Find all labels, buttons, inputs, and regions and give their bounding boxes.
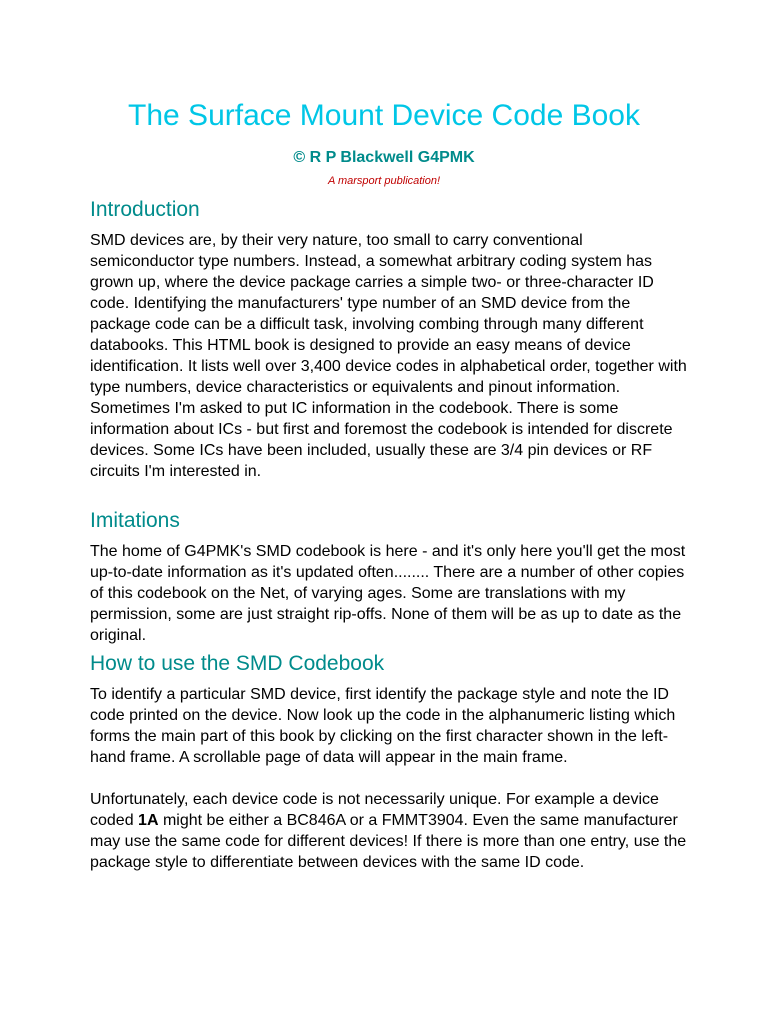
publication-note: A marsport publication! [327,175,441,187]
device-code-paragraph [90,789,690,873]
device-code-example: 1A [138,812,159,829]
imitations-paragraph: The home of G4PMK's SMD codebook is here - and it's only here you'll get the most up-to-date information as it's updated often........ There are a number of other copies of this codebook on the Net, of varying ages. Some are translations with my permission, some are just straight rip-offs. None of them will be as up to date as the original. [90,543,686,644]
introduction-paragraph: SMD devices are, by their very nature, too small to carry conventional semiconductor type numbers. Instead, a somewhat arbitrary coding system has grown up, where the device package carries a simple two- or three-character ID code. Identifying the manufacturers' type number of an SMD device from the package code can be a difficult task, involving combing through many different databooks. This HTML book is designed to provide an easy means of device identification. It lists well over 3,400 device codes in alphabetical order, together with type numbers, device characteristics or equivalents and pinout information. Sometimes I'm asked to put IC information in the codebook. There is some information about ICs - but first and foremost the codebook is intended for discrete devices. Some ICs have been included, usually these are 3/4 pin devices or RF circuits I'm interested in. [90,232,687,480]
page-title: The Surface Mount Device Code Book [128,99,640,132]
heading-how-to-use: How to use the SMD Codebook [90,652,385,675]
device-code-text-before: Unfortunately, each device code is not necessarily unique. For example a device coded [90,791,659,829]
device-code-text-after: might be either a BC846A or a FMMT3904. Even the same manufacturer may use the same code for different devices! If there is more than one entry, use the package style to differentiate between devices with the same ID code. [90,812,687,871]
how-to-use-paragraph: To identify a particular SMD device, first identify the package style and note the ID code printed on the device. Now look up the code in the alphanumeric listing which forms the main part of this book by clicking on the first character shown in the left-hand frame. A scrollable page of data will appear in the main frame. [90,686,676,766]
heading-introduction: Introduction [90,198,200,221]
author-line: © R P Blackwell G4PMK [293,149,475,166]
heading-imitations: Imitations [90,509,180,532]
